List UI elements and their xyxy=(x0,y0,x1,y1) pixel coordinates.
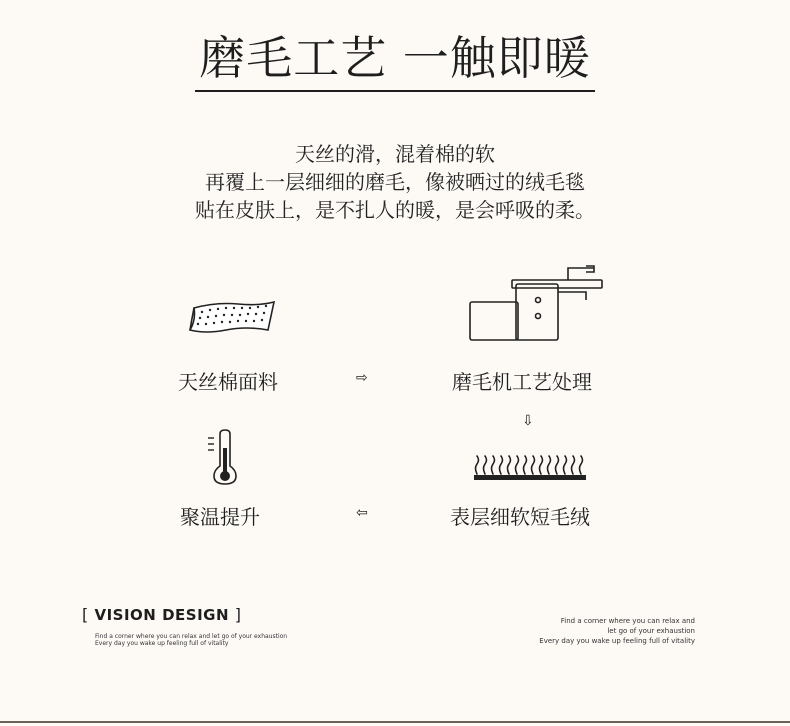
footer-tagline-right xyxy=(539,616,695,646)
arrow-left: ⇦ xyxy=(356,505,368,521)
arrow-down: ⇩ xyxy=(522,413,534,429)
page-title: 磨毛工艺 一触即暖 xyxy=(195,30,595,92)
description-line: 天丝的滑，混着棉的软 xyxy=(295,142,495,166)
brand-text: VISION DESIGN xyxy=(94,606,230,624)
step-fleece-label: 表层细软短毛绒 xyxy=(450,505,590,529)
description-line: 再覆上一层细细的磨毛，像被晒过的绒毛毯 xyxy=(205,170,585,194)
tagline-line: Find a corner where you can relax and let go of your exhaustion xyxy=(95,633,288,640)
description xyxy=(0,140,790,224)
tagline-line: Every day you wake up feeling full of vitality xyxy=(539,637,695,645)
bracket-close: ] xyxy=(234,605,242,624)
description-line: 贴在皮肤上，是不扎人的暖，是会呼吸的柔。 xyxy=(195,198,595,222)
short-fleece-icon xyxy=(472,454,590,484)
tagline-line: Every day you wake up feeling full of vitality xyxy=(95,640,229,647)
step-machine-label: 磨毛机工艺处理 xyxy=(452,370,592,394)
step-fabric-label: 天丝棉面料 xyxy=(178,370,278,394)
brand-vision-design xyxy=(82,605,242,624)
arrow-right: ⇨ xyxy=(356,370,368,386)
bracket-open: [ xyxy=(82,605,89,624)
brushing-machine-icon xyxy=(468,264,610,342)
footer-tagline-left xyxy=(95,633,287,647)
tagline-line: Find a corner where you can relax and xyxy=(560,617,695,625)
bottom-divider xyxy=(0,721,790,723)
step-heat-label: 聚温提升 xyxy=(180,505,260,529)
thermometer-icon xyxy=(206,428,242,488)
page-title-wrapper xyxy=(0,30,790,92)
fabric-swatch-icon xyxy=(186,296,278,338)
tagline-line: let go of your exhaustion xyxy=(607,627,695,635)
